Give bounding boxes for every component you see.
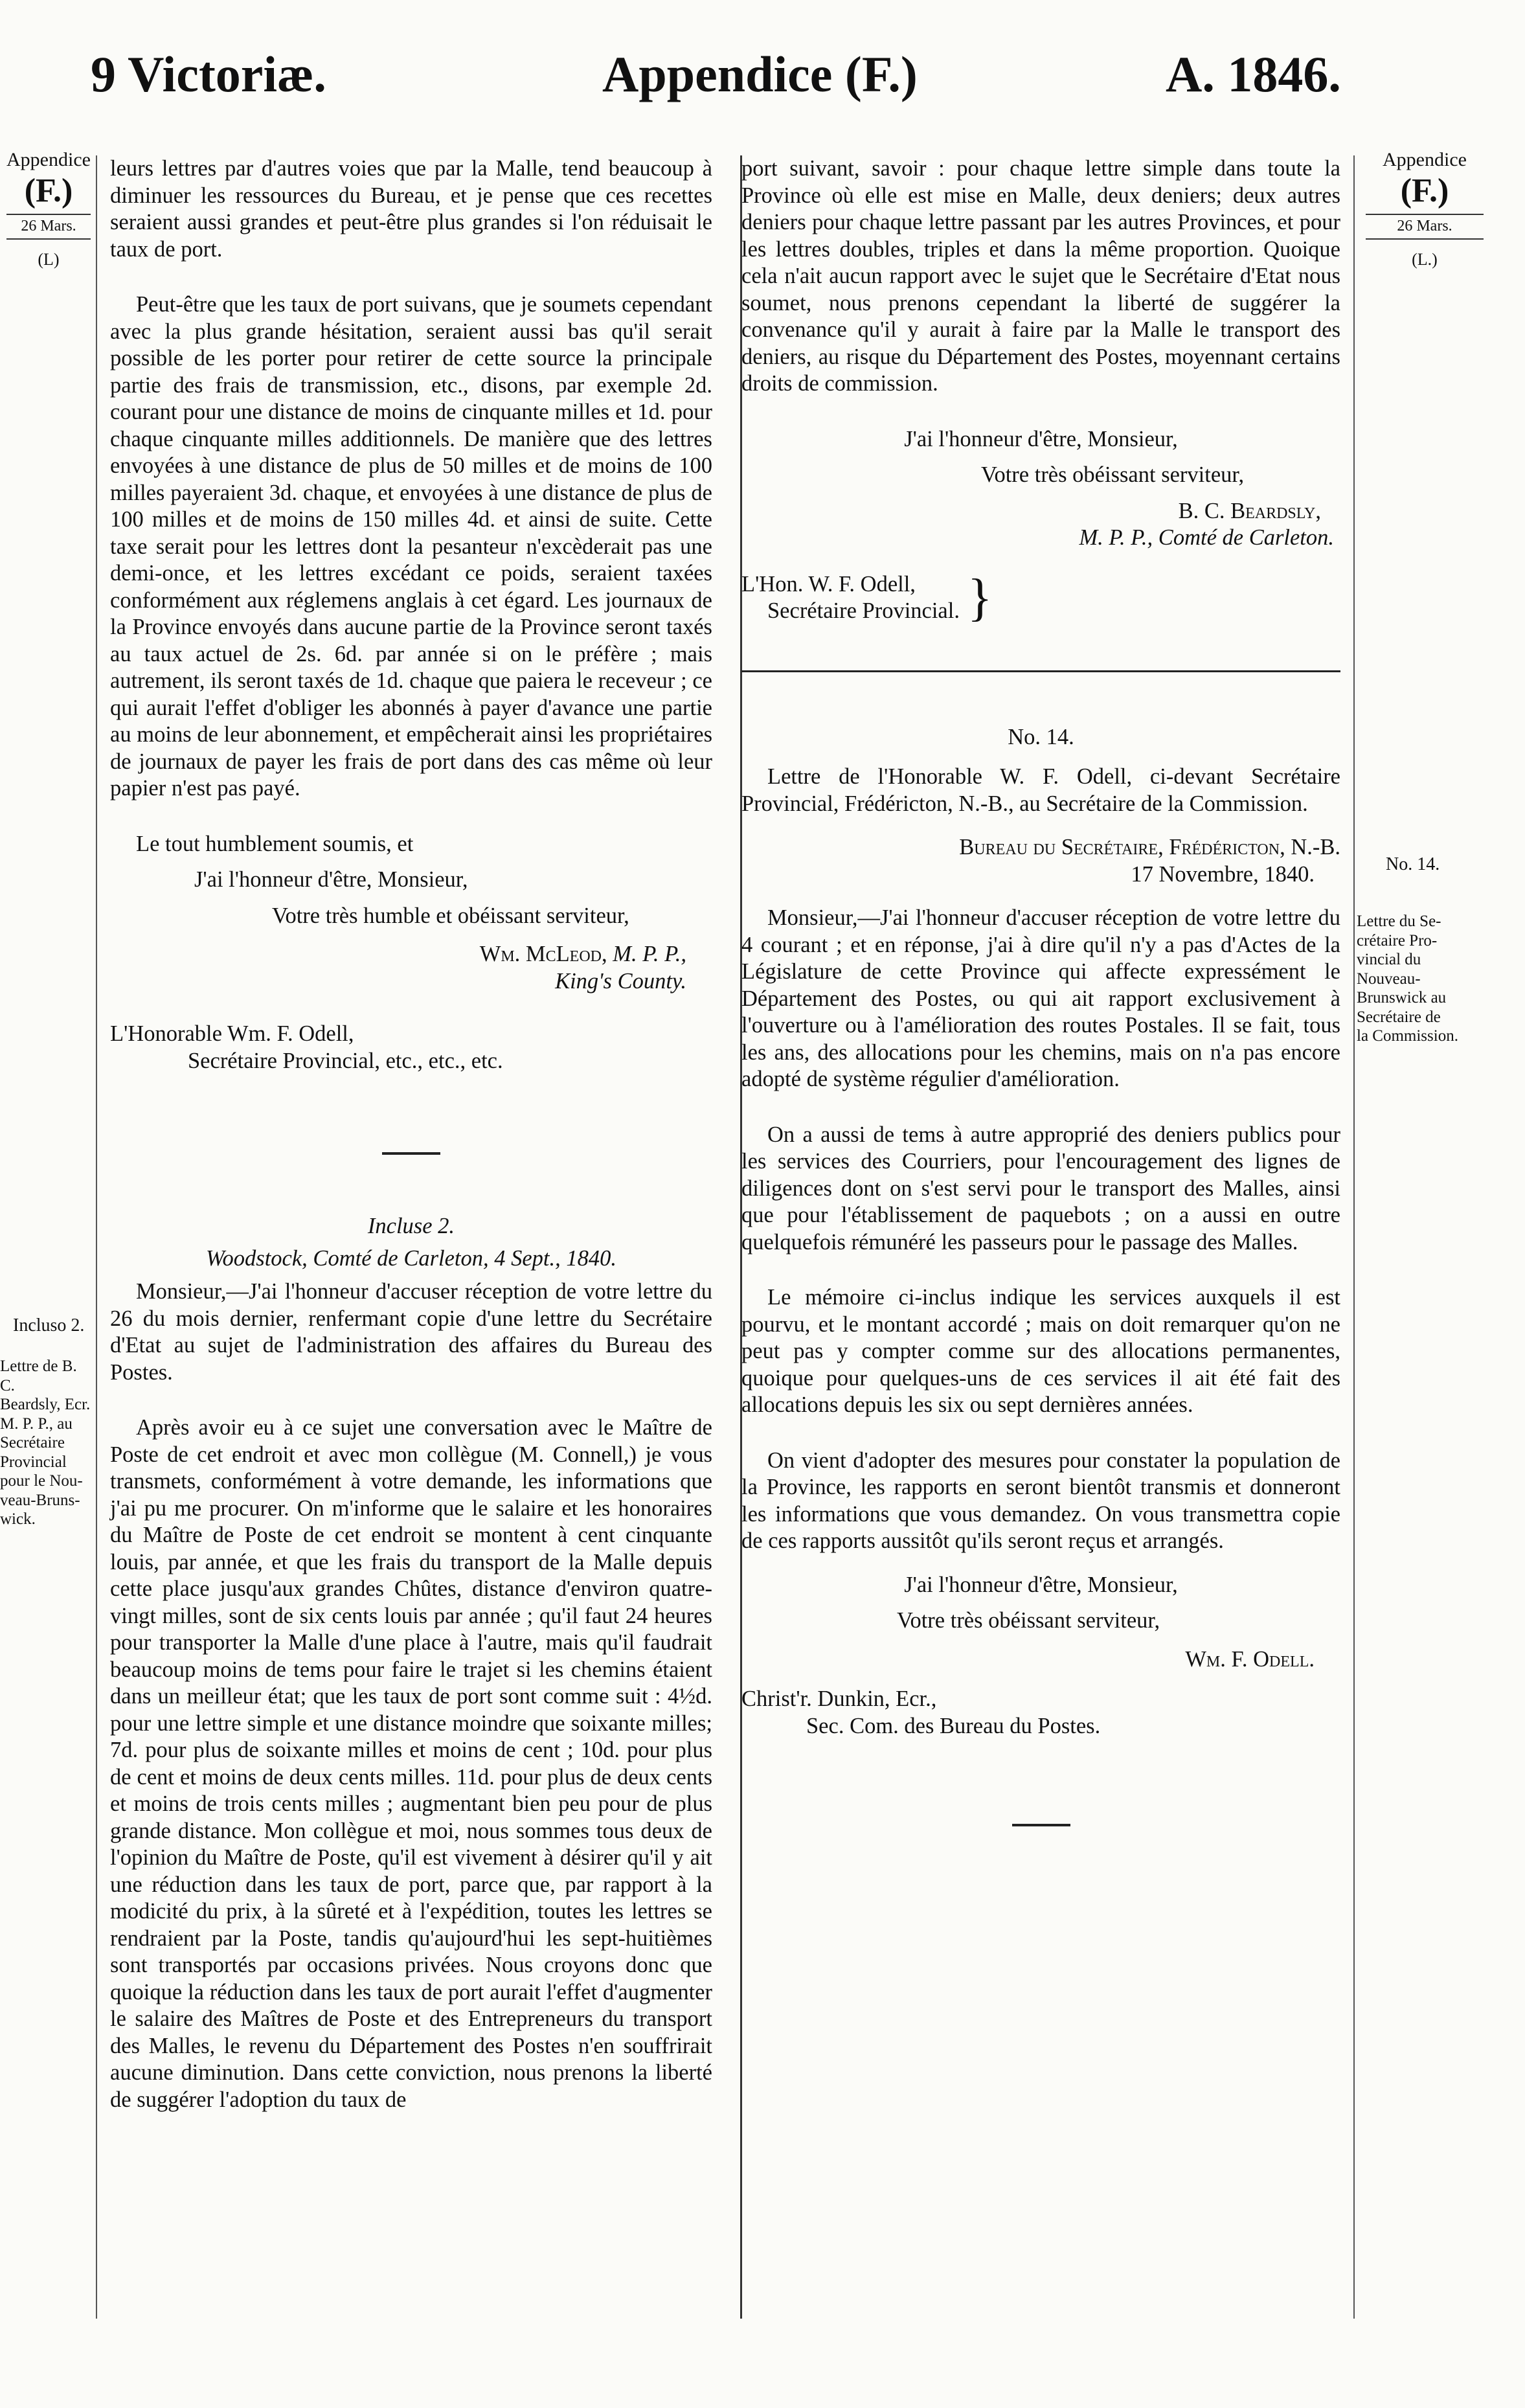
addressee: L'Honorable Wm. F. Odell,: [110, 1021, 354, 1046]
paragraph: Le mémoire ci-inclus indique les services auxquels il est pourvu, et le montant accordé ; mais on doit remarquer qu'on ne peut pas y compter comme sur des allocations permanentes, quoique pour quelques-uns de ces services il ait été fait des allocations depuis les six ou sept dernières années.: [741, 1285, 1340, 1417]
appendix-word: Appendice: [6, 149, 91, 170]
signature-name: B. C. Beardsly,: [1178, 498, 1321, 523]
paragraph: Peut-être que les taux de port suivans, que je soumets cependant avec la plus grande hésitation, seraient aussi bas qu'il serait possible de les porter pour retirer de cette source la principale partie des frais de transmission, etc., disons, par exemple 2d. courant pour une distance de moins de cinquante milles et 1d. pour chaque cinquante milles additionnels. De manière que des lettres envoyées à une distance de plus de 50 milles et de moins de 100 milles payeraient 3d. chaque, et envoyées à une distance de plus de 100 milles et de moins de 150 milles 4d. et ainsi de suite. Cette taxe serait pour les lettres dont la pesanteur n'excèderait pas une demi-once, et les lettres excédant ce poids, seraient taxées conformément aux réglemens anglais à cet égard. Les journaux de la Province envoyés dans aucune partie de la Province seront taxés au taux actuel de 2s. 6d. par année si on le préfère ; mais autrement, ils seront taxés de 1d. chaque que paiera le receveur ; ce qui aurait l'effet d'obliger les abonnés à payer d'avance une partie au moins de leur abonnement, et empêcherait ainsi les propriétaires de journaux de payer les frais de port dans des cas même où leur papier n'est pas payé.: [110, 292, 712, 801]
paragraph: port suivant, savoir : pour chaque lettre simple dans toute la Province où elle est mise en Malle, deux deniers; deux autres deniers pour chaque lettre passant par les autres Provinces, et pour les lettres doubles, triples et dans la même proportion. Quoique cela n'ait aucun rapport avec le sujet que le Secrétaire d'Etat nous soumet, nous prenons cependant la liberté de suggérer la convenance qu'il y aurait à faire par la Malle le transport des deniers, au risque du Département des Postes, moyennant certains droits de commission.: [741, 156, 1340, 396]
closing-line: Votre très humble et obéissant serviteur,: [272, 903, 629, 928]
addressee: Christ'r. Dunkin, Ecr.,: [741, 1687, 937, 1711]
signature: [110, 941, 712, 968]
incluse-title: Incluse 2.: [367, 1214, 455, 1238]
closing-line: J'ai l'honneur d'être, Monsieur,: [904, 1572, 1178, 1597]
appendix-letter: (F.): [24, 172, 73, 209]
side-note-line: Beardsly, Ecr.: [0, 1396, 91, 1413]
right-margin-rule: [1353, 155, 1355, 2319]
paragraph: On a aussi de tems à autre approprié des deniers publics pour les services des Courriers, pour l'encouragement des lignes de diligences dont on s'est servi pour le transport des Malles, ainsi que pour l'établissement de paquebots ; on a aussi en outre quelquefois rémunéré les passeurs pour le passage des Malles.: [741, 1122, 1340, 1255]
side-note-line: la Commission.: [1357, 1027, 1458, 1045]
side-note-line: veau-Bruns-: [0, 1491, 80, 1509]
brace-mark: }: [967, 569, 993, 626]
right-margin-no: No. 14.: [1386, 854, 1440, 874]
closing-line: J'ai l'honneur d'être, Monsieur,: [194, 867, 468, 892]
letter-title: Lettre de l'Honorable W. F. Odell, ci-devant Secrétaire Provincial, Frédéricton, N.-B., au Secrétaire de la Commission.: [741, 764, 1340, 816]
addressee-block: [741, 571, 1340, 625]
letter-mark: (L.): [1412, 249, 1438, 269]
addressee: Secrétaire Provincial, etc., etc., etc.: [188, 1048, 503, 1073]
signature-title: M. P. P., Comté de Carleton.: [1079, 525, 1334, 550]
incluso-side-note: [0, 1357, 94, 1529]
appendix-word: Appendice: [1383, 149, 1467, 170]
right-margin-appendix: [1357, 149, 1493, 269]
paragraph: Après avoir eu à ce sujet une conversation avec le Maître de Poste de cet endroit et avec mon collègue (M. Connell,) je vous transmets, conformément à votre demande, les informations que j'ai pu me procurer. On m'informe que le salaire et les honoraires du Maître de Poste de cet endroit se montent à cent cinquante louis, par année, et que les frais du transport de la Malle depuis cette place jusqu'aux grandes Chûtes, distance d'environ quatre-vingt milles, sont de six cents louis par année ; qu'il faut 24 heures pour transporter la Malle d'une place à l'autre, mais qu'il faudrait beaucoup moins de tems pour faire le trajet si les chemins étaient dans un meilleur état; que les taux de port sont comme suit : 4½d. pour une lettre simple et une distance moindre que soixante milles; 7d. pour plus de soixante milles et moins de cent ; 10d. pour plus de cent et moins de deux cents milles. 11d. pour plus de deux cents et moins de trois cents milles ; augmentant bien peu pour de plus grande distance. Mon collègue et moi, nous sommes tous deux de l'opinion du Maître de Poste, qu'il est vivement à désirer qu'il y ait une réduction dans les taux de port, parce que, par rapport à la modicité du prix, à la sûreté et à l'expédition, toutes les lettres se rendraient par la Poste, tandis qu'aujourd'hui les sept-huitièmes sont transportés par occasions privées. Nous croyons donc que quoique la réduction dans les taux de port aurait l'effet d'augmenter le salaire des Maîtres de Poste et des Entrepreneurs du transport des Malles, le revenu du Département des Postes n'en souffrirait aucune diminution. Dans cette conviction, nous prenons la liberté de suggérer l'adoption du taux de: [110, 1415, 712, 2112]
side-note-line: Lettre du Se-: [1357, 913, 1441, 930]
running-header-left: 9 Victoriæ.: [91, 46, 326, 102]
left-column: [110, 155, 712, 2113]
side-note-line: Brunswick au: [1357, 989, 1447, 1006]
paragraph: On vient d'adopter des mesures pour constater la population de la Province, les rapports en seront bientôt transmis et donneront les informations que vous demandez. On vous transmettra copie de ces rapports aussitôt qu'ils seront reçus et arrangés.: [741, 1448, 1340, 1553]
appendix-date: 26 Mars.: [1366, 214, 1484, 240]
right-column: [741, 155, 1340, 1826]
side-note-line: Lettre de B. C.: [0, 1357, 77, 1394]
bureau-line: Bureau du Secrétaire, Frédéricton, N.-B.: [959, 835, 1340, 859]
closing-line: Le tout humblement soumis, et: [136, 831, 414, 856]
left-margin-appendix: [0, 149, 97, 269]
running-header-center: Appendice (F.): [602, 46, 918, 102]
signature-name: Wm. F. Odell.: [1185, 1646, 1315, 1672]
side-note-line: Provincial: [0, 1453, 67, 1471]
side-note-line: vincial du: [1357, 951, 1421, 968]
side-note-line: pour le Nou-: [0, 1472, 83, 1490]
signature-name: Wm. McLeod,: [479, 942, 607, 966]
side-note-line: wick.: [0, 1510, 36, 1528]
running-header-right: A. 1846.: [1166, 46, 1341, 102]
paragraph: Monsieur,—J'ai l'honneur d'accuser réception de votre lettre du 4 courant ; et en réponse, j'ai à dire qu'il n'y a pas d'Actes de la Législature de cette Province qui affecte expressément le Département des Postes, ou qui ait rapport exclusivement à l'ouverture ou à l'amélioration des routes Postales. Il se fait, tous les ans, des allocations pour les chemins, mais on n'a pas encore adopté de système régulier d'amélioration.: [741, 905, 1340, 1091]
right-side-note: [1357, 912, 1512, 1046]
incluse-place-date: Woodstock, Comté de Carleton, 4 Sept., 1840.: [205, 1245, 617, 1271]
addressee: L'Hon. W. F. Odell,: [741, 571, 916, 596]
closing-line: Votre très obéissant serviteur,: [897, 1608, 1160, 1633]
section-divider: [1012, 1824, 1070, 1826]
addressee: Secrétaire Provincial.: [767, 598, 960, 623]
side-note-line: crétaire Pro-: [1357, 931, 1438, 949]
side-note-line: Secrétaire: [0, 1434, 65, 1451]
closing-line: Votre très obéissant serviteur,: [981, 462, 1245, 487]
left-margin-rule: [96, 155, 97, 2319]
signature-title: M. P. P.,: [613, 942, 686, 966]
paragraph: Monsieur,—J'ai l'honneur d'accuser réception de votre lettre du 26 du mois dernier, renfermant copie d'une lettre du Secrétaire d'Etat au sujet de l'administration des affaires du Bureau des Postes.: [110, 1279, 712, 1385]
closing-line: J'ai l'honneur d'être, Monsieur,: [904, 426, 1178, 451]
letter-date: 17 Novembre, 1840.: [1131, 861, 1315, 887]
letter-mark: (L): [38, 249, 60, 269]
incluso-label: Incluso 2.: [13, 1315, 85, 1335]
side-note-line: M. P. P., au: [0, 1414, 73, 1433]
appendix-letter: (F.): [1400, 172, 1449, 209]
appendix-date: 26 Mars.: [6, 214, 91, 240]
side-note-line: Nouveau-: [1357, 970, 1421, 988]
signature-county: King's County.: [555, 968, 686, 994]
letter-number: No. 14.: [1008, 724, 1074, 749]
paragraph: leurs lettres par d'autres voies que par la Malle, tend beaucoup à diminuer les ressources du Bureau, et je pense que ces recettes seraient aussi grandes et peut-être plus grandes si l'on réduisait le taux de port.: [110, 156, 712, 262]
side-note-line: Secrétaire de: [1357, 1008, 1441, 1026]
addressee: Sec. Com. des Bureau du Postes.: [806, 1713, 1101, 1738]
